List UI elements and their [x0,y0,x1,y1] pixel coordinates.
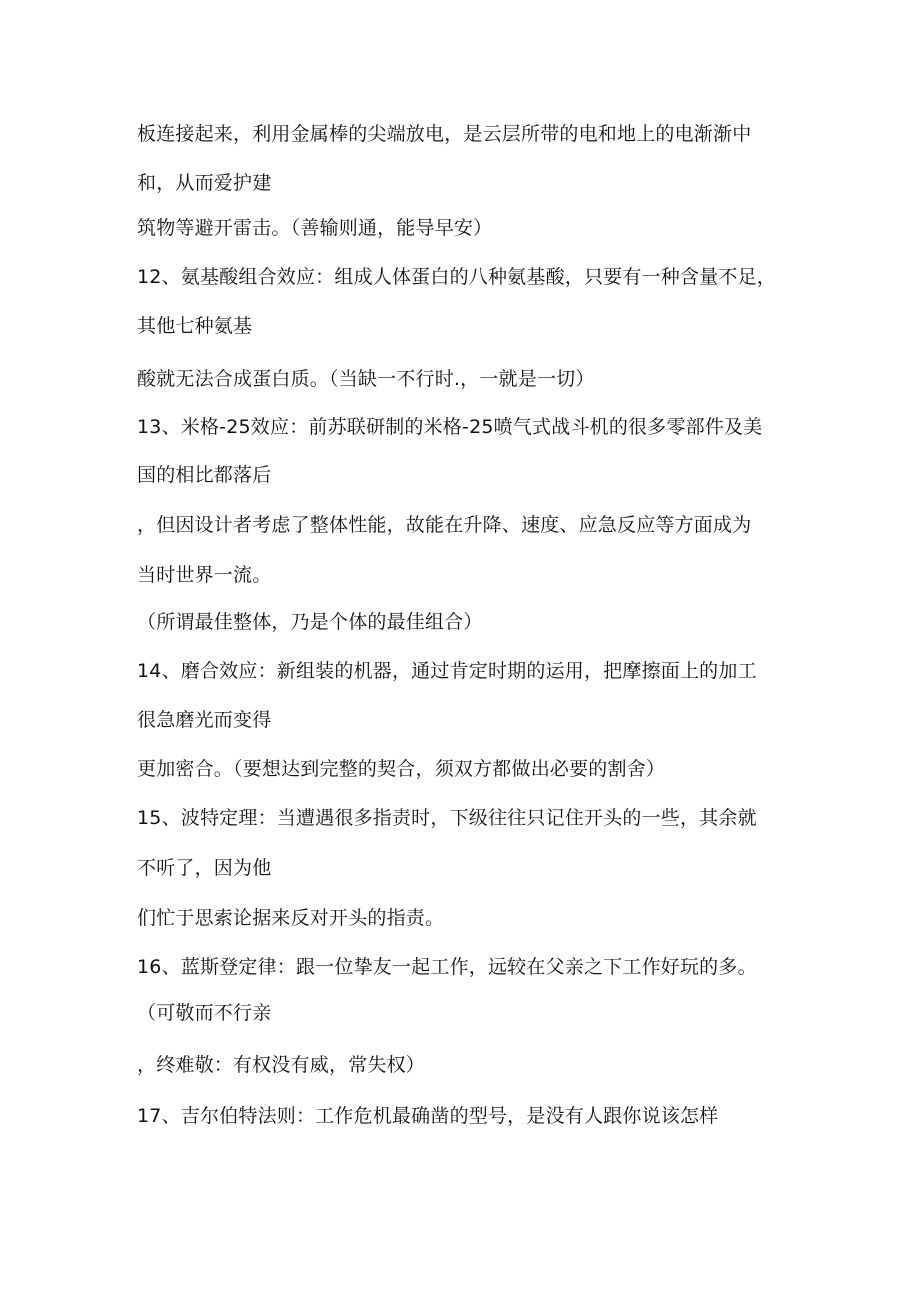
text-line: 15、波特定理：当遭遇很多指责时，下级往往只记住开头的一些，其余就 [137,807,757,829]
text-line: 14、磨合效应：新组装的机器，通过肯定时期的运用，把摩擦面上的加工 [137,660,757,682]
text-line: 们忙于思索论据来反对开头的指责。 [137,907,445,929]
text-line: 更加密合。（要想达到完整的契合，须双方都做出必要的割舍） [137,758,666,780]
text-line: ，终难敬：有权没有威，常失权） [137,1054,426,1076]
text-line: 板连接起来，利用金属棒的尖端放电，是云层所带的电和地上的电渐渐中 [137,123,752,145]
text-line: （可敬而不行亲 [137,1002,272,1024]
text-line: 不听了，因为他 [137,857,272,879]
text-line: 酸就无法合成蛋白质。（当缺一不行时.，一就是一切） [137,368,595,390]
text-line: 17、吉尔伯特法则：工作危机最确凿的型号，是没有人跟你说该怎样 [137,1105,719,1127]
text-line: 国的相比都落后 [137,464,272,486]
text-line: 很急磨光而变得 [137,709,272,731]
text-line: （所谓最佳整体，乃是个体的最佳组合） [137,611,483,633]
text-line: 16、蓝斯登定律：跟一位挚友一起工作，远较在父亲之下工作好玩的多。 [137,956,757,978]
text-line: 和，从而爱护建 [137,172,272,194]
text-line: ，但因设计者考虑了整体性能，故能在升降、速度、应急反应等方面成为 [137,514,752,536]
text-line: 当时世界一流。 [137,564,272,586]
text-line: 13、米格-25效应：前苏联研制的米格-25喷气式战斗机的很多零部件及美 [137,416,763,438]
text-line: 筑物等避开雷击。（善输则通，能导早安） [137,217,493,239]
text-line: 其他七种氨基 [137,315,253,337]
text-line: 12、氨基酸组合效应：组成人体蛋白的八种氨基酸，只要有一种含量不足， [137,266,776,288]
